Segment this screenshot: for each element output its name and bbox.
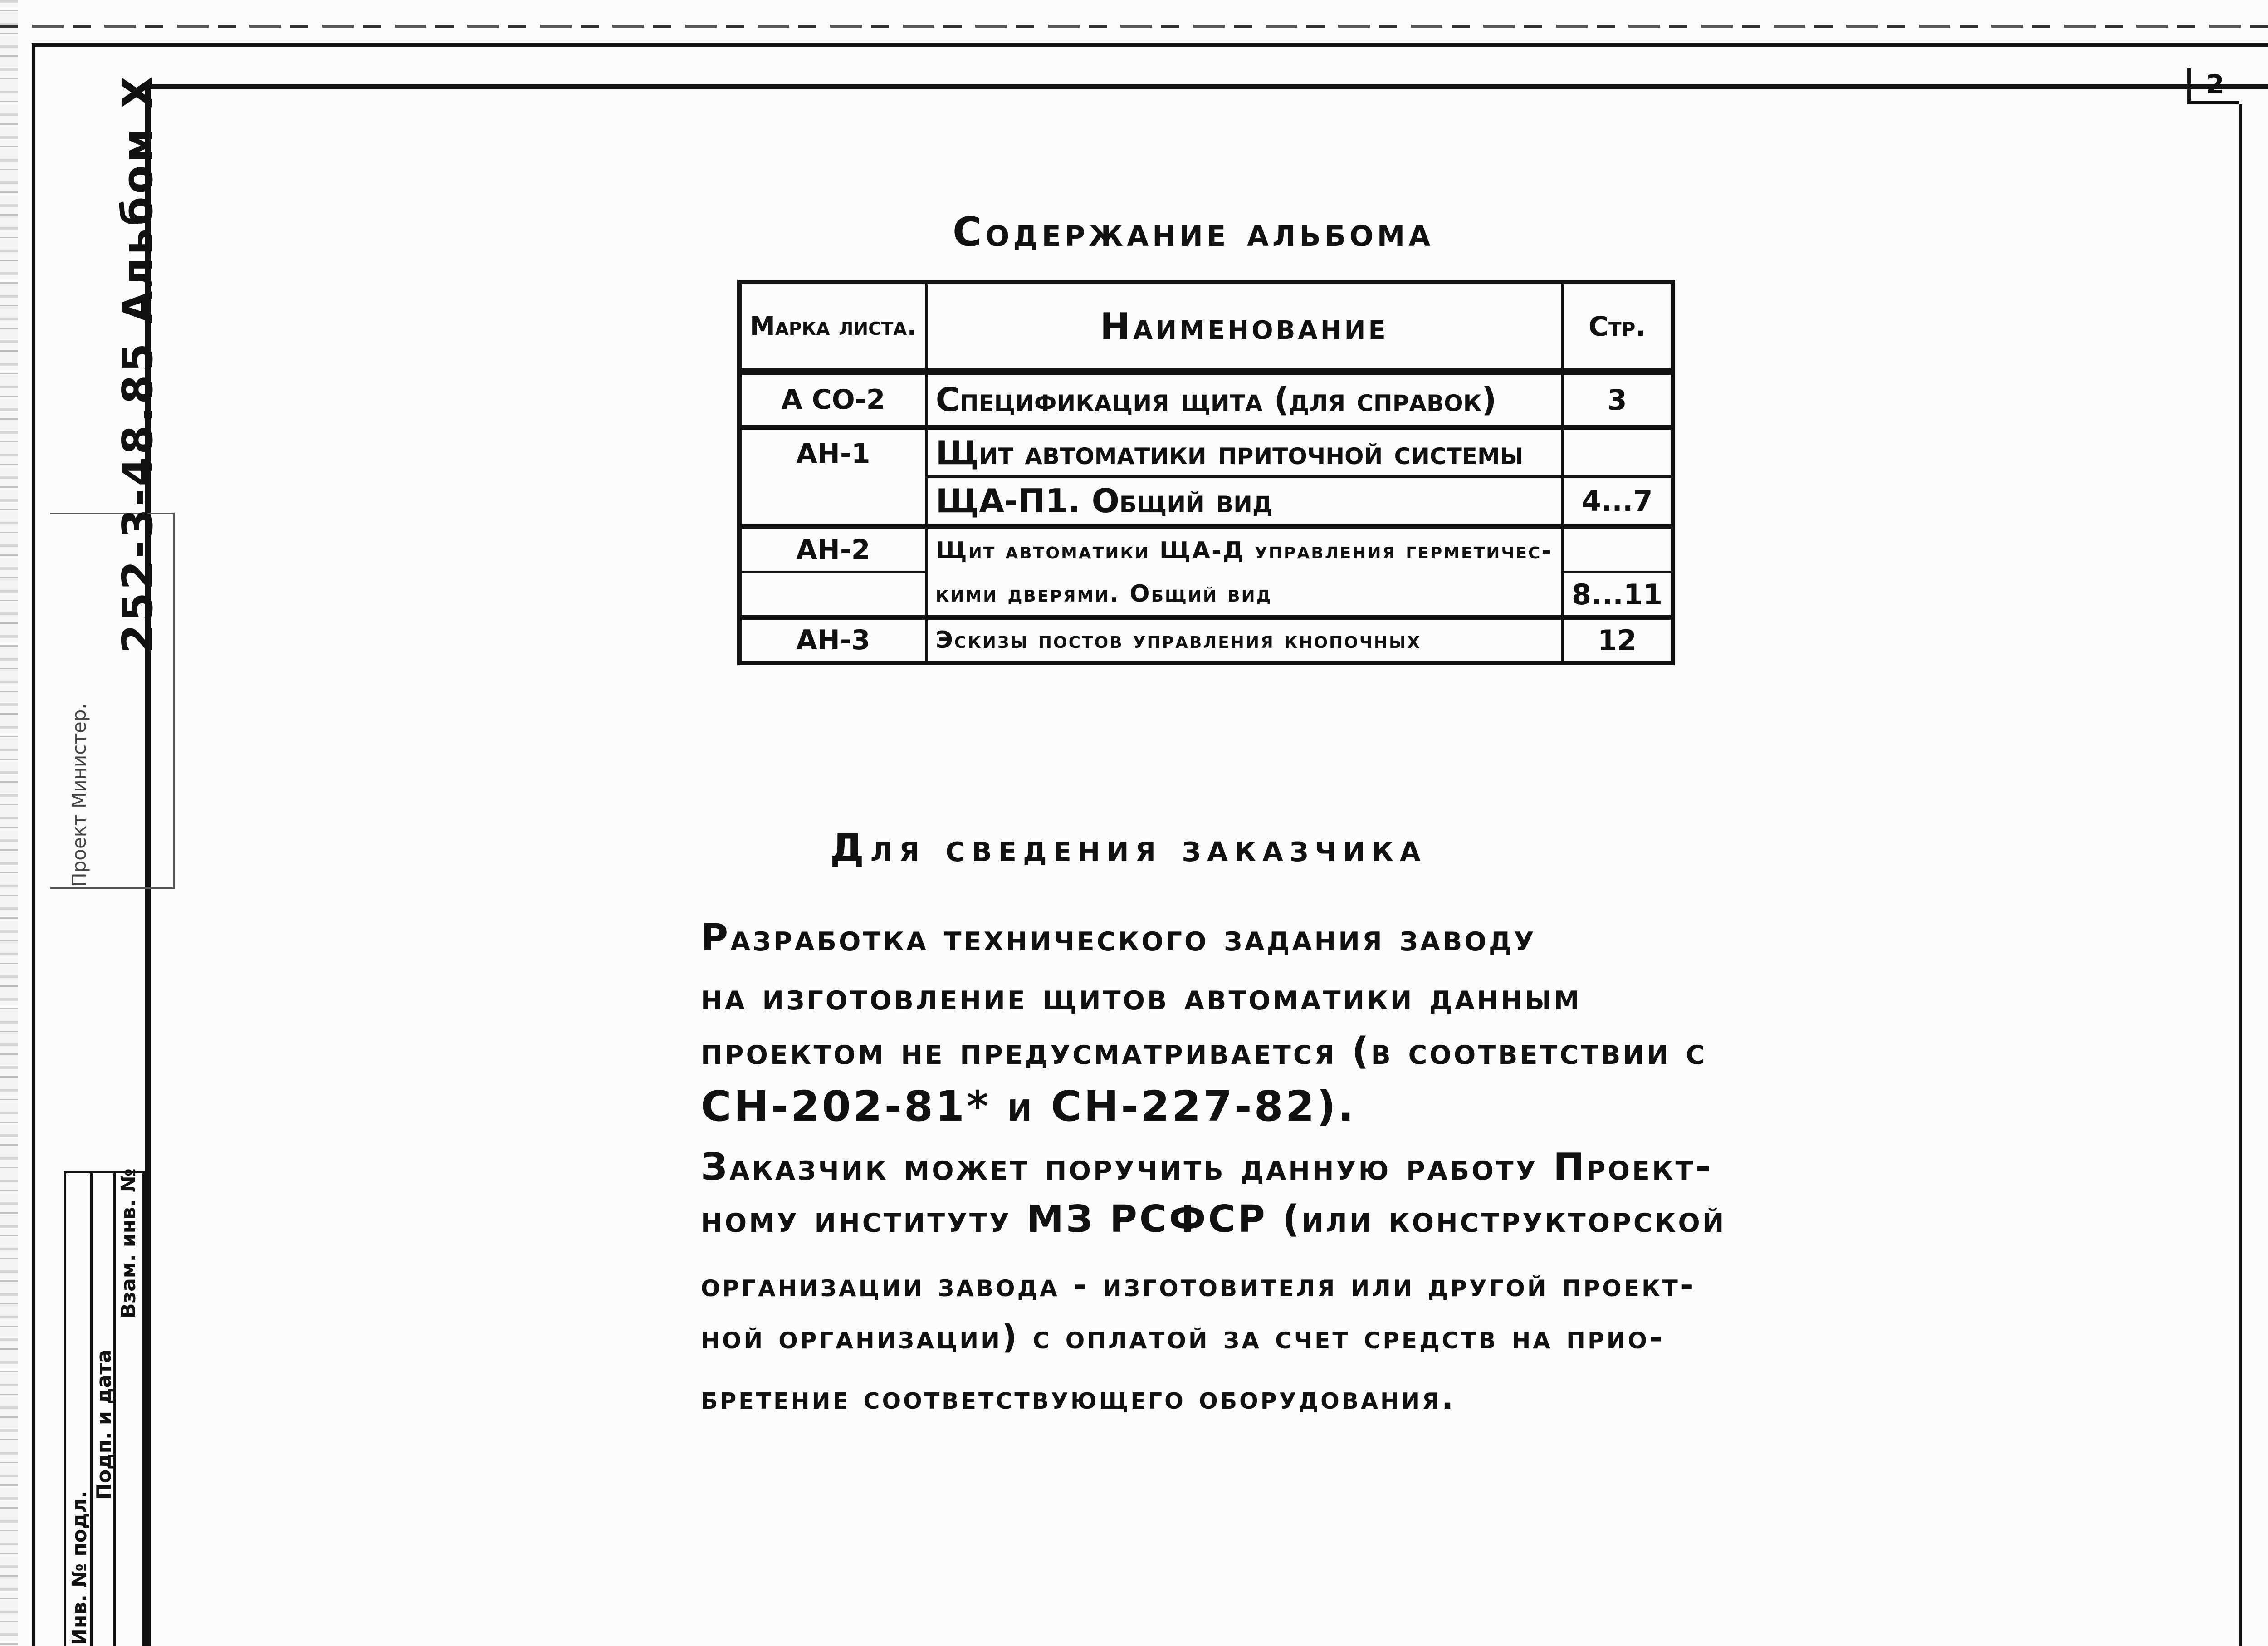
row-page: 3 (1562, 372, 1673, 427)
row-name: кими дверями. Общий вид (926, 572, 1562, 617)
row-name: Эскизы постов управления кнопочных (926, 617, 1562, 663)
customer-notice-line: ной организации) с оплатой за счет средств на прио- (701, 1318, 1665, 1356)
row-name: Щит автоматики приточной системы (926, 427, 1562, 477)
row-mark: А СО-2 (739, 372, 926, 427)
customer-notice-line: проектом не предусматривается (в соответствии с (701, 1030, 1707, 1073)
left-approval-strip (64, 1168, 145, 1646)
table-row (739, 526, 1673, 572)
header-page: Стр. (1562, 282, 1673, 372)
project-stamp: Проект Министер. (68, 703, 90, 887)
row-mark: АН-2 (739, 526, 926, 572)
sheet-number: 2 (2187, 68, 2239, 104)
table-row (739, 617, 1673, 663)
toc-title: Содержание альбома (953, 209, 1434, 255)
row-page: 12 (1562, 617, 1673, 663)
table-row (739, 477, 1673, 526)
table-row (739, 372, 1673, 427)
customer-notice-line: ному институту МЗ РСФСР (или конструкторской (701, 1198, 1726, 1241)
vzam-inv-label: Взам. инв. № (117, 1168, 140, 1318)
row-name: ЩА-П1. Общий вид (926, 477, 1562, 526)
drawing-frame-right-line (2239, 104, 2242, 1646)
customer-notice-line: Заказчик может поручить данную работу Проект- (701, 1146, 1713, 1189)
customer-notice-line: на изготовление щитов автоматики данным (701, 975, 1582, 1019)
table-header-row (739, 282, 1673, 372)
table-row (739, 572, 1673, 617)
customer-notice-line: организации завода - изготовителя или другой проект- (701, 1266, 1696, 1304)
row-name: Спецификация щита (для справок) (926, 372, 1562, 427)
customer-notice-line: Разработка технического задания заводу (701, 916, 1536, 960)
inv-podl-label: Инв. № подл. (68, 1490, 91, 1645)
customer-notice-line: СН-202-81* и СН-227-82). (701, 1082, 1356, 1131)
album-code: 252-3-48.85 Альбом X (113, 73, 162, 653)
scan-edge (0, 0, 18, 1646)
row-page: 4...7 (1562, 477, 1673, 526)
table-row (739, 427, 1673, 477)
scan-top-edge (0, 25, 2268, 28)
contents-table (737, 280, 1675, 665)
row-mark (739, 477, 926, 526)
row-page (1562, 427, 1673, 477)
header-mark: Марка листа. (739, 282, 926, 372)
row-mark (739, 572, 926, 617)
row-mark: АН-3 (739, 617, 926, 663)
podp-data-label: Подп. и дата (93, 1349, 116, 1500)
customer-notice-title: Для сведения заказчика (830, 826, 1427, 870)
customer-notice-line: бретение соответствующего оборудования. (701, 1379, 1456, 1416)
row-page: 8...11 (1562, 572, 1673, 617)
row-page (1562, 526, 1673, 572)
header-name: Наименование (926, 282, 1562, 372)
row-mark: АН-1 (739, 427, 926, 477)
row-name: Щит автоматики ЩА-Д управления герметичес- (926, 526, 1562, 572)
